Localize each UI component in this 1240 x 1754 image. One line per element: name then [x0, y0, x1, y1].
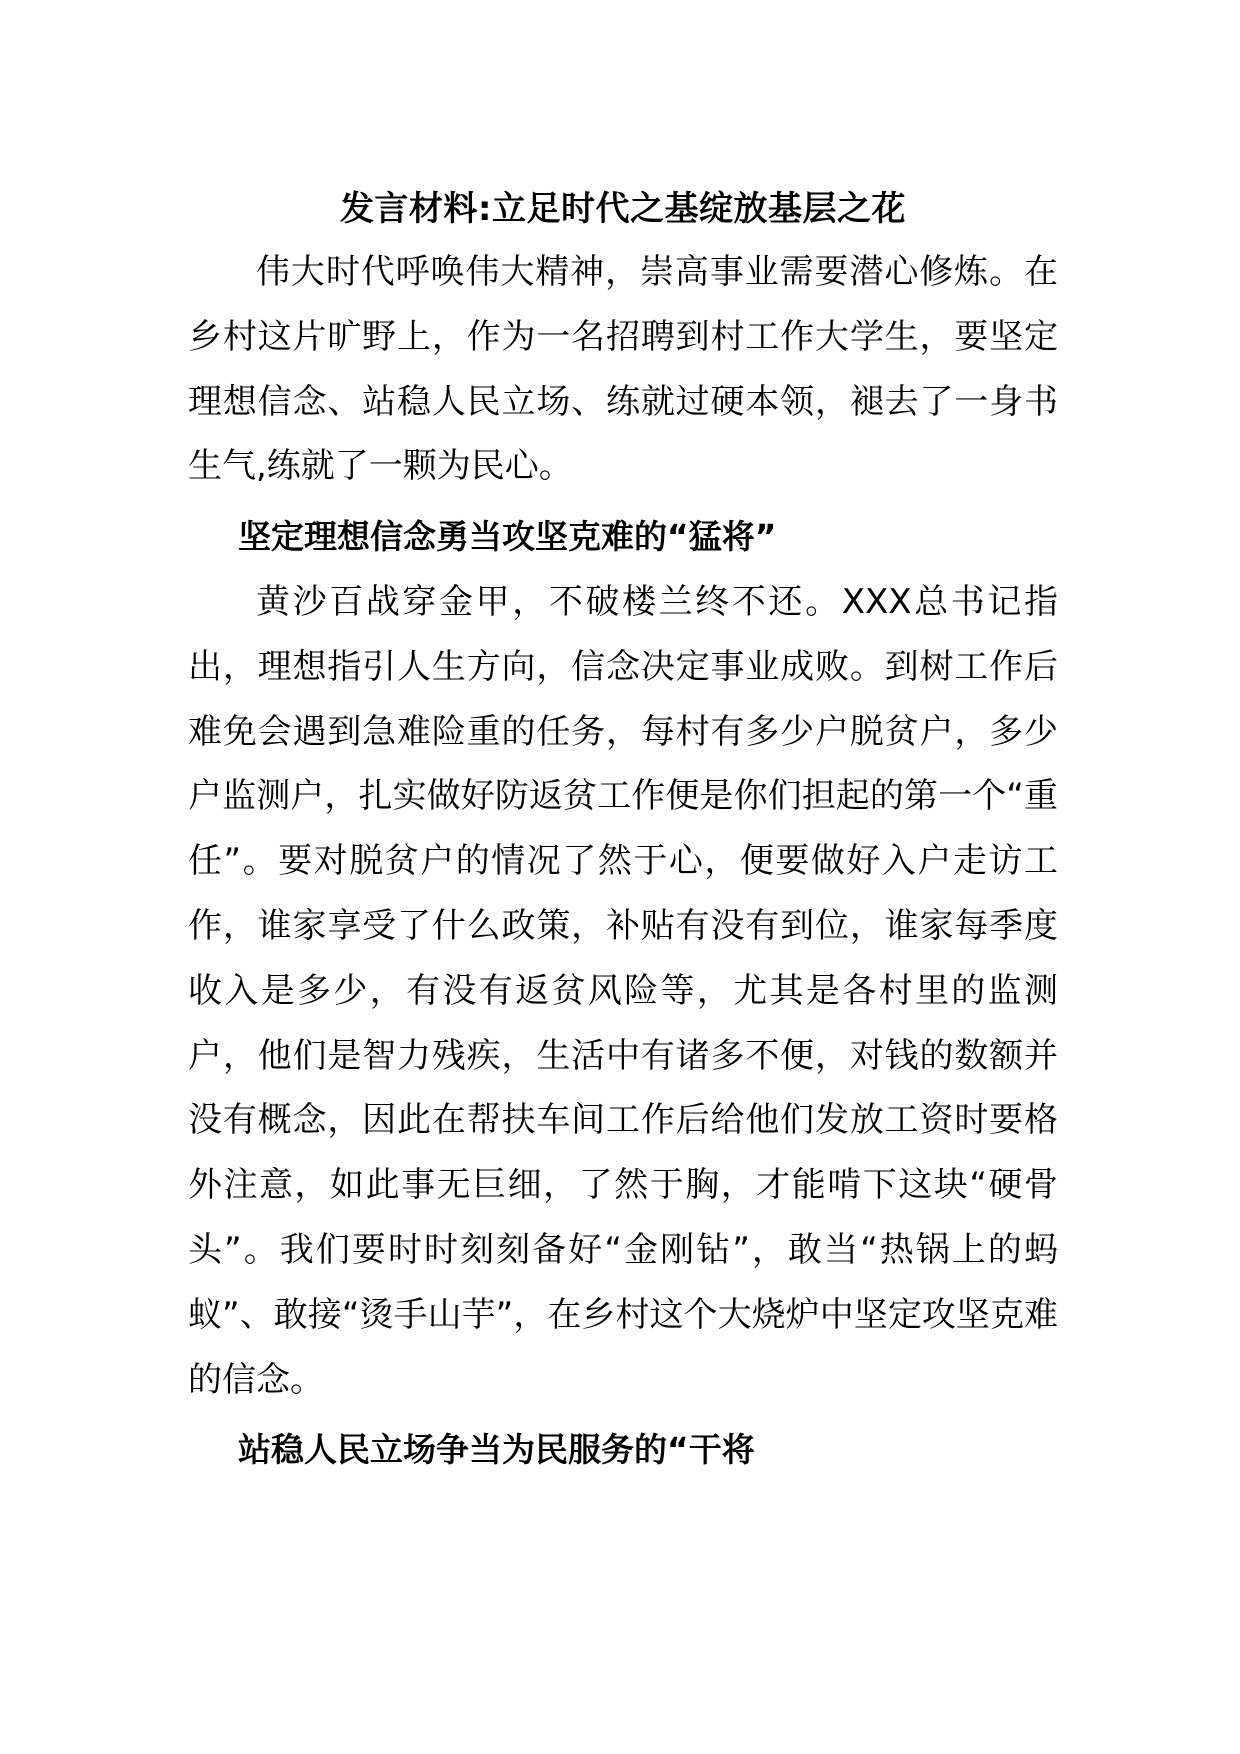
section-paragraph-1: 黄沙百战穿金甲，不破楼兰终不还。XXX总书记指出，理想指引人生方向，信念决定事业成败。到树工作后难免会遇到急难险重的任务，每村有多少户脱贫户，多少户监测户，扎实做好防返贫工作便是你们担起的第一个“重任”。要对脱贫户的情况了然于心，便要做好入户走访工作，谁家享受了什么政策，补贴有没有到位，谁家每季度收入是多少，有没有返贫风险等，尤其是各村里的监测户，他们是智力残疾，生活中有诸多不便，对钱的数额并没有概念，因此在帮扶车间工作后给他们发放工资时要格外注意，如此事无巨细，了然于胸，才能啃下这块“硬骨头”。我们要时时刻刻备好“金刚钻”，敢当“热锅上的蚂蚁”、敢接“烫手山芋”，在乡村这个大烧炉中坚定攻坚克难的信念。 [188, 581, 1058, 1400]
section-heading-1: 坚定理想信念勇当攻坚克难的“猛将” [238, 517, 777, 557]
document-title: 发言材料:立足时代之基绽放基层之花 [339, 189, 907, 229]
section-heading-2: 站稳人民立场争当为民服务的“干将 [238, 1430, 755, 1470]
intro-paragraph: 伟大时代呼唤伟大精神，崇高事业需要潜心修炼。在乡村这片旷野上，作为一名招聘到村工作大学生，要坚定理想信念、站稳人民立场、练就过硬本领，褪去了一身书生气,练就了一颗为民心。 [188, 252, 1058, 487]
document-page [188, 178, 1058, 1483]
